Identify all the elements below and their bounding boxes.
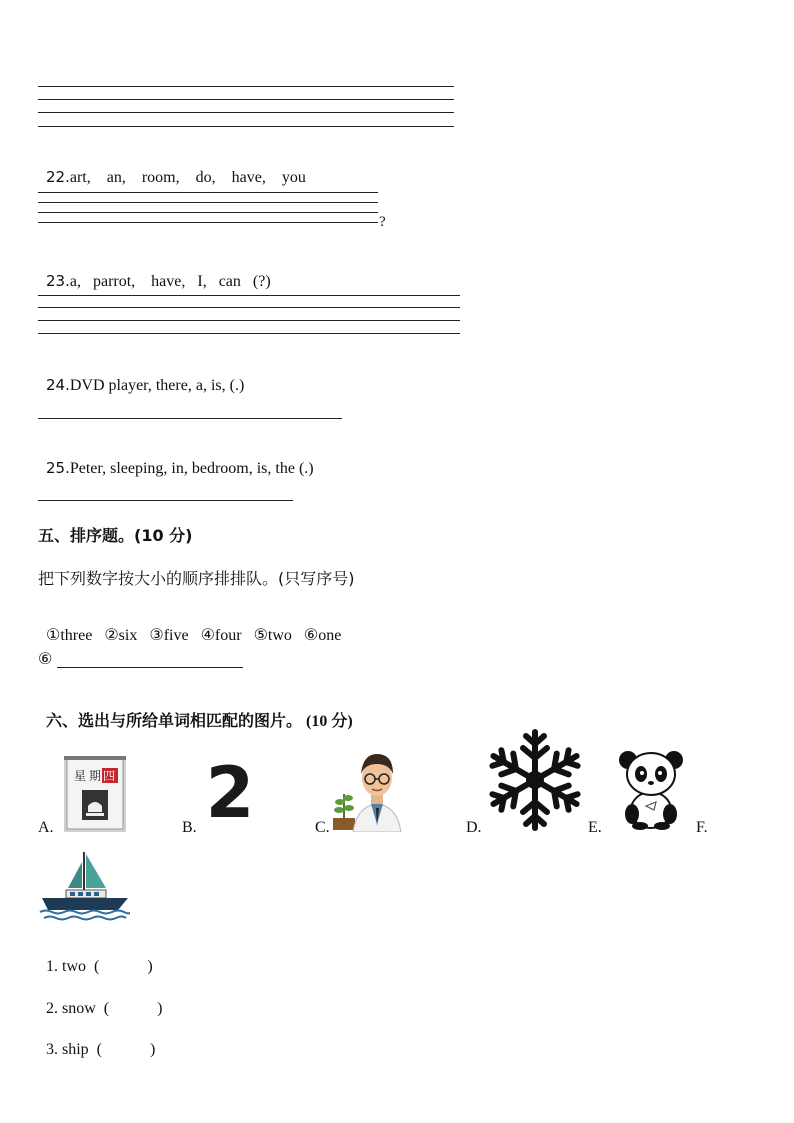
ship-icon [38, 850, 130, 924]
option-label-d: D. [466, 819, 482, 836]
answer-line [38, 99, 454, 100]
number-word-list [38, 607, 341, 645]
snowflake-icon [485, 726, 585, 834]
question-words: art, an, room, do, have, you [69, 169, 306, 186]
question-label: 2. snow [46, 1000, 96, 1017]
question-number: 22. [46, 168, 70, 186]
question-25 [38, 441, 314, 478]
answer-prefix: ⑥ [38, 651, 53, 668]
answer-line [38, 86, 454, 87]
end-mark: ? [379, 214, 386, 230]
list-item: ②six [104, 627, 138, 644]
panda-icon [618, 748, 684, 830]
question-22 [38, 150, 306, 187]
answer-line [38, 500, 293, 501]
answer-line [38, 295, 460, 296]
calendar-icon [64, 756, 126, 832]
option-label-f: F. [696, 819, 708, 836]
question-number: 25. [46, 459, 70, 477]
digit-glyph: 2 [205, 760, 255, 822]
answer-bracket[interactable]: ( ) [96, 1041, 156, 1058]
answer-line [38, 126, 454, 127]
calendar-picture [64, 756, 126, 832]
ship-picture [38, 850, 130, 924]
match-question-2 [38, 982, 162, 1018]
section-5-title: 五、排序题。(10 分) [38, 526, 193, 545]
answer-line [38, 222, 378, 223]
option-label-c: C. [315, 819, 330, 836]
question-words: DVD player, there, a, is, (.) [69, 377, 245, 394]
question-23 [38, 254, 271, 291]
section-6-score: (10 分) [306, 713, 353, 730]
section-6-header [38, 690, 353, 731]
calendar-char: 期 [89, 769, 102, 783]
snowflake-picture [485, 726, 585, 834]
answer-bracket[interactable]: ( ) [94, 958, 153, 975]
answer-line [38, 418, 342, 419]
number-two-icon [205, 760, 255, 822]
list-item: ⑥one [303, 627, 342, 644]
calendar-char: 四 [103, 769, 116, 783]
question-label: 3. ship [46, 1041, 89, 1058]
answer-line [38, 202, 378, 203]
question-number: 24. [46, 376, 70, 394]
doctor-icon [331, 752, 413, 832]
list-item: ⑤two [253, 627, 292, 644]
answer-line [38, 212, 378, 213]
panda-picture [618, 748, 684, 830]
answer-line [38, 333, 460, 334]
section-6-title: 六、选出与所给单词相匹配的图片。 [46, 711, 303, 730]
match-question-1 [38, 940, 153, 976]
question-number: 23. [46, 272, 70, 290]
question-24 [38, 358, 244, 395]
question-label: 1. two [46, 958, 86, 975]
answer-line [38, 320, 460, 321]
list-item: ③five [149, 627, 189, 644]
calendar-char: 星 [74, 769, 87, 783]
doctor-picture [331, 752, 413, 832]
section-5-instruction: 把下列数字按大小的顺序排排队。(只写序号) [38, 569, 355, 588]
list-item: ①three [46, 627, 93, 644]
answer-line [38, 192, 378, 193]
match-question-3 [38, 1023, 155, 1059]
option-label-a: A. [38, 819, 54, 836]
answer-bracket[interactable]: ( ) [103, 1000, 163, 1017]
question-words: Peter, sleeping, in, bedroom, is, the (.) [69, 460, 314, 477]
answer-line [38, 307, 460, 308]
option-label-e: E. [588, 819, 602, 836]
answer-line [57, 667, 243, 668]
question-words: a, parrot, have, I, can (?) [69, 273, 271, 290]
list-item: ④four [200, 627, 242, 644]
number-two-picture [205, 760, 255, 822]
answer-line [38, 112, 454, 113]
option-label-b: B. [182, 819, 197, 836]
